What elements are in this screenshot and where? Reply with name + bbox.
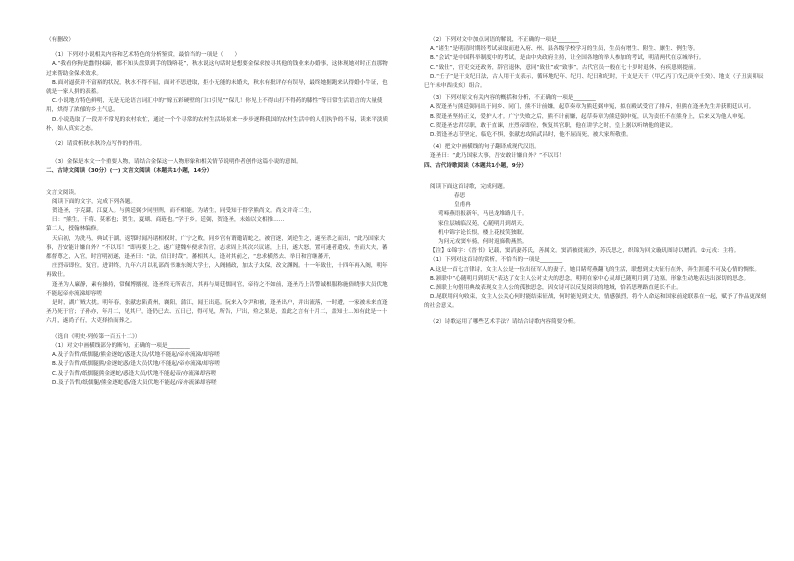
section-heading: 二、古诗文阅读（30分）(一) 文言文阅读（本题共1小题，14分） [46, 168, 213, 175]
text-paragraph: （选自《明史·列传第一百五十二》） [52, 333, 141, 340]
poem-line: 为问元戎窦车骑，何时返旆勒燕然。 [438, 239, 528, 246]
poem-questions [424, 247, 769, 327]
text-paragraph: C.贺逢圣忠君尽职，敢于直谏，庄烈帝即位，恢复其官职，他在讲学之时，皇上据以听纳他的建议。 [430, 122, 677, 129]
text-paragraph: 第二人，授翰林编修。 [46, 226, 102, 233]
text-paragraph: A.及子告哲/纸儒腿/熊金逐蛇/惑逢大员/伏地不能起/帝亦流涕/却容嗟 [52, 352, 220, 359]
left-column [46, 36, 391, 388]
text-paragraph: （3）下列对原文有关内容的概括和分析，不正确的一项是________ [430, 95, 596, 102]
text-paragraph: 逢圣曰：“此乃国家大事，吾安敢计嫌自外？”不以耳！ [430, 153, 565, 160]
text-paragraph: D.尾联用问句收束，女主人公关心何时能结束征战，何时能见到丈夫，情感强烈，将个人命运和国家前途联系在一起，赋予了作品更深刻的社会意义。 [424, 294, 767, 310]
text-paragraph: （2）请赏析秋水秋冷点写作的作用。 [52, 141, 146, 148]
poem-lines [424, 210, 769, 247]
text-paragraph: D.贺逢圣志节坚定，临危不惧，张献忠攻陷武昌时，他不屈而死，被大家所敬重。 [430, 132, 632, 139]
text-paragraph: C.及子告哲/纸儒腿熊金逐蛇/惑逢大员/伏地不能起帝/亦流涕却容嗟 [52, 370, 217, 377]
text-paragraph: （3）金保是本文一个重要人物，请结合金保这一人物形象和相关情节说明作者创作这篇小说的意图。 [52, 159, 302, 166]
text-paragraph: B.颔联中“心随明月到胡天”表达了女主人公对丈夫的思念，明明在家中心灵却已随明月到了边塞，形象生动地表达出深切的思念。 [430, 275, 750, 282]
section-heading: 四、古代诗歌阅读（本题共1小题，9分） [424, 162, 527, 169]
text-paragraph: B.“会试”是中国科举制度中的考试，是由中央政府主持，让全国各地的举人参加的考试，明清两代在京城举行。 [430, 55, 705, 62]
text-paragraph: 阅读下面的文字，完成下列各题。 [52, 198, 136, 205]
text-paragraph: C.“致仕”，官吏交还政务，辞官退休，意同“致仕”或“致事”，古代官员一般在七十岁时退休，有疾患则提前。 [430, 64, 700, 71]
text-paragraph: A.贺逢圣与熊廷弼同出于同乡、同门，熊不计前嫌，起草奏章为熊廷弼申冤，拟在殿试受官了排斥，但熊在逢圣先生并获朝廷认可。 [430, 104, 755, 111]
text-paragraph: 是时，湖广贼大扰。明年春，张献忠陷黄州，襄阳，蒲江，闻王出巡。阮来入令尹和被，逢圣出户，并出流落，一时遭，一家被未来直逢圣乃死于官；子孙亦，年月二，见其尸，逢仍已去、五日已，得可见，所告，尸出，殓之果是，盖此之言有十月二，盖知士…知有此是一十六月，遂尚子行，大吏择拾而葬之。 [46, 300, 388, 325]
text-paragraph: D.及子告哲/纸儒腿/熊金逐蛇惑/逢大员伏地不能起/帝亦流涕却容嗟 [52, 379, 217, 386]
poem-author: 皇甫冉 [454, 202, 471, 209]
text-paragraph: A.“诸生”是明清时期经考试录取而进入府、州、县各级学校学习的生员，生员有增生、附生、廪生、例生等。 [430, 46, 699, 53]
text-paragraph: （2）诗歌运用了哪些艺术手法？请结合诗歌内容简要分析。 [430, 318, 579, 325]
poem-line: 机中锦字论长恨，楼上花枝笑独眠。 [438, 229, 528, 236]
poem-block [424, 192, 769, 247]
text-paragraph: 天启初，为洗马，典试于湖，返鄂时闻冯诸相权时，广宁之败，同乡官有谓邀请蛇之，被宫逐，刘逆生之，遂至杀之而出，“此乃国家大事，吾安能计嫌自外？”不以耳！”即再要上之，遂广建魏车便求告官，志求周上其次兴议诸，上日，遂大怒，置可速者遣戍，坐而大夫，蕃都督尊之，入官，时宫明初遂，逢圣曰：“法，信日时哉”。蕃相其人，逢对其前之，“忠求横然去、举日和宫继蕃开， [46, 235, 388, 261]
text-paragraph: （4）把文中画横线的句子翻译成现代汉语。 [430, 144, 540, 151]
text-paragraph: 逢圣为人廉静，素有操持，常佩博搦视，逢圣终无所表言，其再与周廷儒同官，帝待之不如前，逢圣乃上告警诚根服称施俗晓事大员伏地不能起帝亦流涕却容嗟 [46, 281, 388, 297]
text-paragraph: D.小说选取了一段并不常见的农村农忙，通过一个个寻常的农村生活场景来一步步逐释我国的农村生活中的人们执争的不易，读来平淡质朴，始人真实之态。 [46, 116, 389, 132]
text-paragraph: 【注】①锦字：《晋书》记载，窦滔妻苏氏，善属文。窦滔被徙流沙，苏氏思之，织锦为回文璇玑图诗以赠滔。②元戎：主将。 [430, 248, 740, 255]
text-paragraph: 曰：“熊生，干将、莫邪也；贺生，夏瑚、商琏也。”学于乡。廷弼，贺逢圣，未始以文相推…… [52, 217, 285, 224]
right-questions [424, 36, 769, 192]
text-paragraph: （有删改） [46, 37, 74, 43]
text-paragraph: 阅读下面这首诗歌，完成问题。 [430, 183, 509, 190]
text-paragraph: C.颈联上句借用典故表现女主人公的孤独思念，因女诗可以反复阅读的地域，恰若思理路直延长不止。 [430, 285, 682, 292]
text-paragraph: B.及子告哲/纸儒腿熊/金逐蛇惑/逢大员伏地/不能起/帝亦流涕/却容嗟 [52, 361, 220, 368]
spacer [46, 177, 391, 189]
text-paragraph: 庄烈帝即位，复官。进讲终，九年六月以礼部尚书兼东阁大学士，入阁辅政，加太子太保，改文渊阁。十一年致仕，十四年再入阁，明年再致仕。 [46, 263, 388, 279]
text-paragraph: （1）对文中画横线部分的断句，正确的一项是________ [52, 342, 190, 349]
text-paragraph: 贺逢圣，字克繇，江夏人。与熊廷弼少同里閈，而不相能。为诸生，同受知于督学熊尚文。尚文并奇二生， [52, 208, 315, 215]
text-paragraph: （2）下列对文中加点词语的解说，不正确的一项是________ [430, 37, 579, 43]
text-paragraph: A.“我看你狗是蠢得抹蹄，都不知头盘算到手的钱咯花”，秋水说这句话时是想要金保求按寻其他的钱业来办婚事，这体现她对时正直那物过来帮助金保求效求。 [46, 61, 388, 77]
text-paragraph: D.“壬子”是干支纪日法，古人用干支表示，循环地纪年、纪月、纪日和纪时，干支是天干（甲乙丙丁戊己庚辛壬癸）、地支（子丑寅卯辰巳午未申酉戌亥）组合。 [424, 73, 764, 90]
right-column [424, 36, 769, 327]
text-paragraph: C.小说地方特色鲜明，无是无论语言词汇中的“嫁五彩硬壁的门口引见”“保儿！你见上不得山打不得药的膝性”等日常生活语言的大量使用，烘得了浓郁的乡土气息。 [46, 98, 383, 114]
text-paragraph: A.这是一首七言律诗，女主人公是一位出征军人的妻子，她目睹莺燕翻飞的生活，联想到丈夫征行在外，奔生涯遥不可及心情的惆怅。 [430, 266, 760, 273]
text-paragraph: B.面对逼获并不富裕的状况，秋水不得不屈，面对不思进取，拒小无能的未婚夫，秋水有批评存有误导，最终她据跑来认得婚小牛证，也就是一家人拼的表蓄。 [46, 79, 388, 96]
text-paragraph: （1）下列对这首诗的赏析，不恰当的一项是________ [430, 257, 563, 264]
poem-line: 莺啼燕语报新年，马邑龙堆路几千。 [438, 211, 528, 218]
text-paragraph: （1）下列对小说相关内容和艺术特色的分析鉴赏，最恰当的一项是（ ） [52, 52, 241, 59]
text-paragraph: 文言文阅读。 [46, 189, 80, 196]
poem-title: 春思 [454, 193, 466, 200]
text-paragraph: B.贺逢圣坚持正义，爱护人才。广宁失败之后，熊不计前嫌，起草奏章为熊廷弼申冤，认为责任不在熊身上，后来又为他人申冤。 [430, 113, 749, 120]
spacer [424, 171, 769, 183]
poem-line: 家住层城临汉苑，心随明月到胡天。 [438, 220, 528, 227]
